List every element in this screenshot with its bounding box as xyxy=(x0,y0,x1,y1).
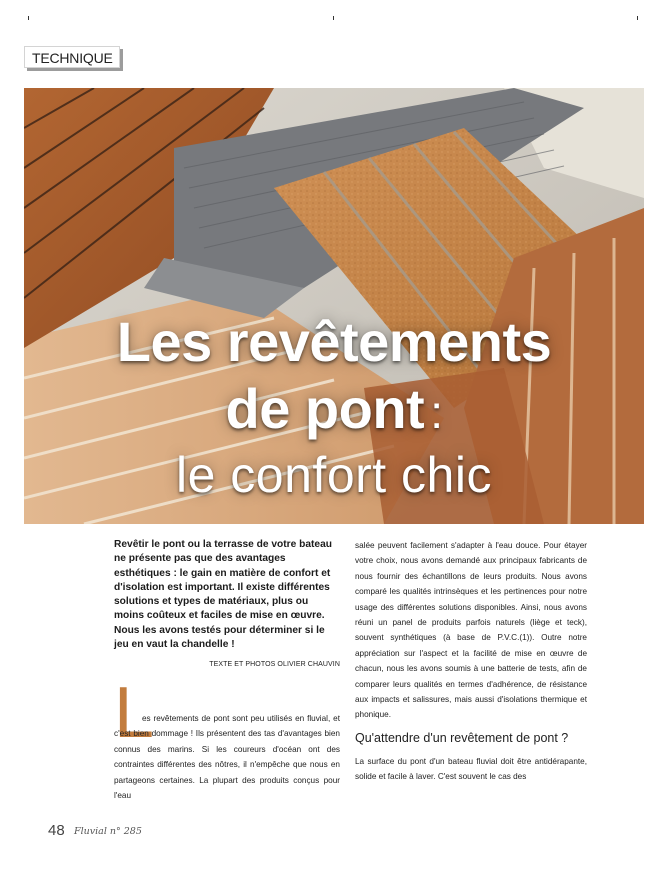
left-body-column xyxy=(114,711,340,803)
article-title-line-2-text: de pont xyxy=(225,377,425,440)
section-tab xyxy=(24,46,120,68)
article-subtitle: le confort chic xyxy=(176,447,492,503)
intro-paragraph: Revêtir le pont ou la terrasse de votre bateau ne présente pas que des avantages esthétiques : le gain en matière de confort et d'isolation est important. Il existe différentes solutions et types de matériaux, plus ou moins coûteux et faciles de mise en œuvre. Nous les avons testés pour déterminer si le jeu en vaut la chandelle ! xyxy=(114,539,332,651)
magazine-issue: Fluvial n° 285 xyxy=(74,826,142,837)
body-paragraph-2: salée peuvent facilement s'adapter à l'eau douce. Pour étayer votre choix, nous avons demandé aux principaux fabricants de nous fournir des échantillons de leurs produits. Nous avons comparé les qualités intrinsèques et les pertinences pour notre usage des différentes solutions disponibles. Ainsi, nous avons réuni un panel de produits parfois naturels (liège et teck), souvent synthétiques (à base de P.V.C.(1)). Outre notre appréciation sur l'aspect et la facilité de mise en œuvre de chacun, nous les avons soumis à une batterie de tests, afin de comparer leurs qualités en termes d'adhérence, de résistance aux impacts et salissures, mais aussi d'isolations thermique et phonique. xyxy=(355,541,587,720)
article-title-line-2 xyxy=(24,376,644,441)
section-label: TECHNIQUE xyxy=(32,50,113,66)
crop-mark xyxy=(637,16,638,20)
author-credit: TEXTE ET PHOTOS OLIVIER CHAUVIN xyxy=(209,661,340,669)
body-paragraph-1-text: es revêtements de pont sont peu utilisés en fluvial, et c'est bien dommage ! Ils présentent des tas d'avantages bien connus des marins. Si les coureurs d'océan ont des contraintes différentes des nôtres, il n'empêche que nous en partageons certaines. La plupart des produits conçus pour l'eau xyxy=(114,714,340,801)
drop-cap: L xyxy=(114,673,155,753)
crop-mark xyxy=(28,16,29,20)
article-title-colon: : xyxy=(430,386,443,438)
page-number: 48 xyxy=(48,822,65,839)
crop-mark xyxy=(333,16,334,20)
intro-column xyxy=(114,538,340,668)
body-paragraph-3: La surface du pont d'un bateau fluvial doit être antidérapante, solide et facile à laver. C'est souvent le cas des xyxy=(355,756,587,782)
article-title-line-1: Les revêtements xyxy=(116,310,552,373)
section-subheading: Qu'attendre d'un revêtement de pont ? xyxy=(355,730,569,745)
right-body-column xyxy=(355,538,587,785)
body-paragraph-1 xyxy=(114,711,340,803)
hero-photo xyxy=(24,88,644,524)
